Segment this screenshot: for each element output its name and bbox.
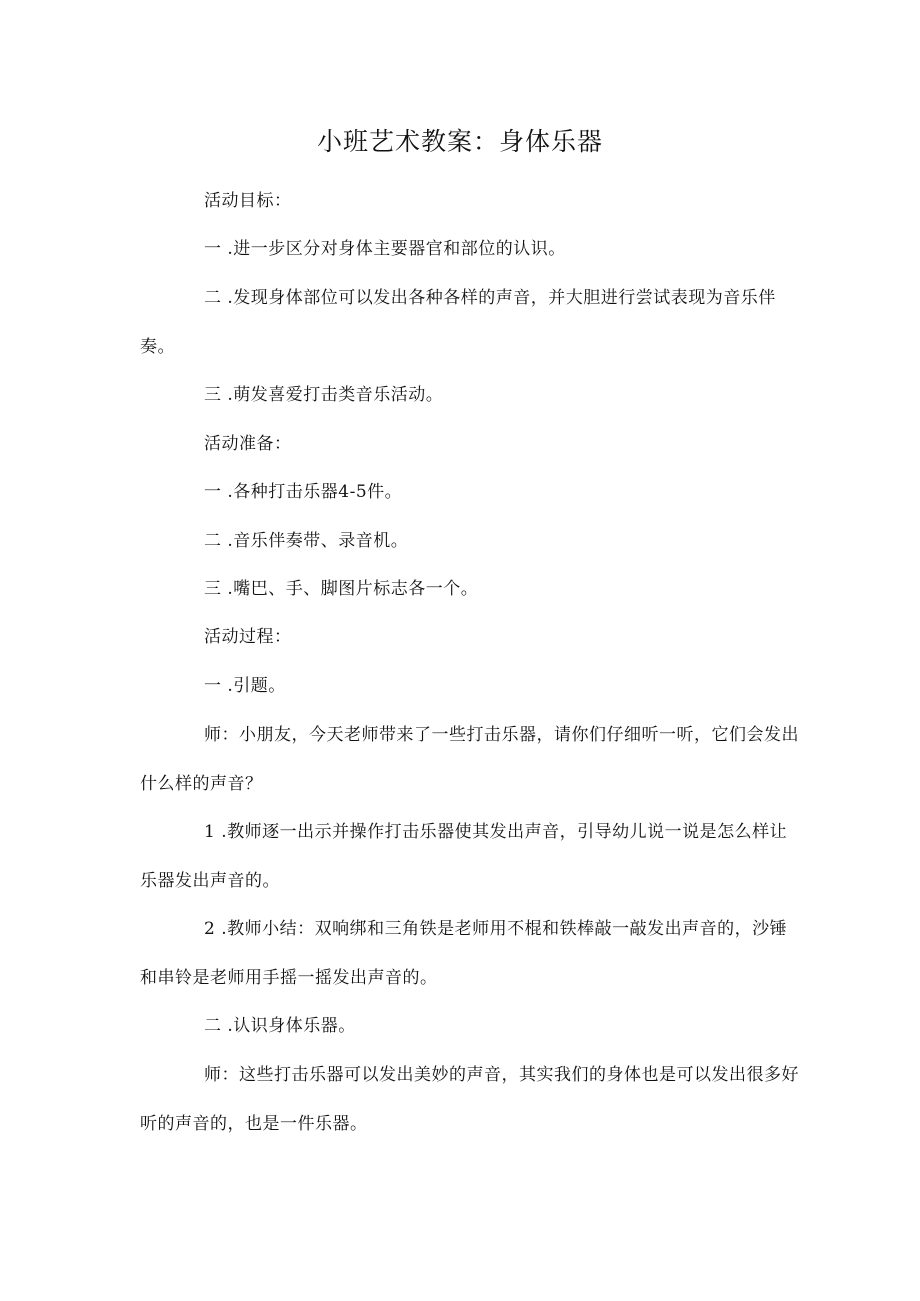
paragraph-objectives-heading: 活动目标：: [204, 191, 292, 211]
paragraph-process-2: 二 .认识身体乐器。: [204, 1016, 356, 1036]
paragraph-teacher-intro: 师：小朋友，今天老师带来了一些打击乐器，请你们仔细听一听，它们会发出什么样的声音？: [140, 725, 799, 794]
paragraph-objective-1: 一 .进一步区分对身体主要器官和部位的认识。: [204, 239, 566, 259]
paragraph-preparation-heading: 活动准备：: [204, 434, 292, 454]
paragraph-objective-2: 二 .发现身体部位可以发出各种各样的声音，并大胆进行尝试表现为音乐伴奏。: [140, 288, 776, 357]
paragraph-preparation-3: 三 .嘴巴、手、脚图片标志各一个。: [204, 579, 479, 599]
paragraph-step-2: 2 .教师小结：双响绑和三角铁是老师用不棍和铁棒敲一敲发出声音的，沙锤和串铃是老师用手摇一摇发出声音的。: [140, 919, 788, 988]
document-title: 小班艺术教案：身体乐器: [316, 127, 603, 156]
paragraph-process-heading: 活动过程：: [204, 627, 292, 647]
paragraph-preparation-2: 二 .音乐伴奏带、录音机。: [204, 531, 409, 551]
paragraph-objective-3: 三 .萌发喜爱打击类音乐活动。: [204, 385, 444, 405]
paragraph-step-1: 1 .教师逐一出示并操作打击乐器使其发出声音，引导幼儿说一说是怎么样让乐器发出声音的。: [140, 822, 788, 891]
paragraph-preparation-1: 一 .各种打击乐器4-5件。: [204, 482, 403, 502]
paragraph-process-1: 一 .引题。: [204, 676, 286, 696]
paragraph-teacher-body: 师：这些打击乐器可以发出美妙的声音，其实我们的身体也是可以发出很多好听的声音的，也是一件乐器。: [140, 1065, 799, 1134]
